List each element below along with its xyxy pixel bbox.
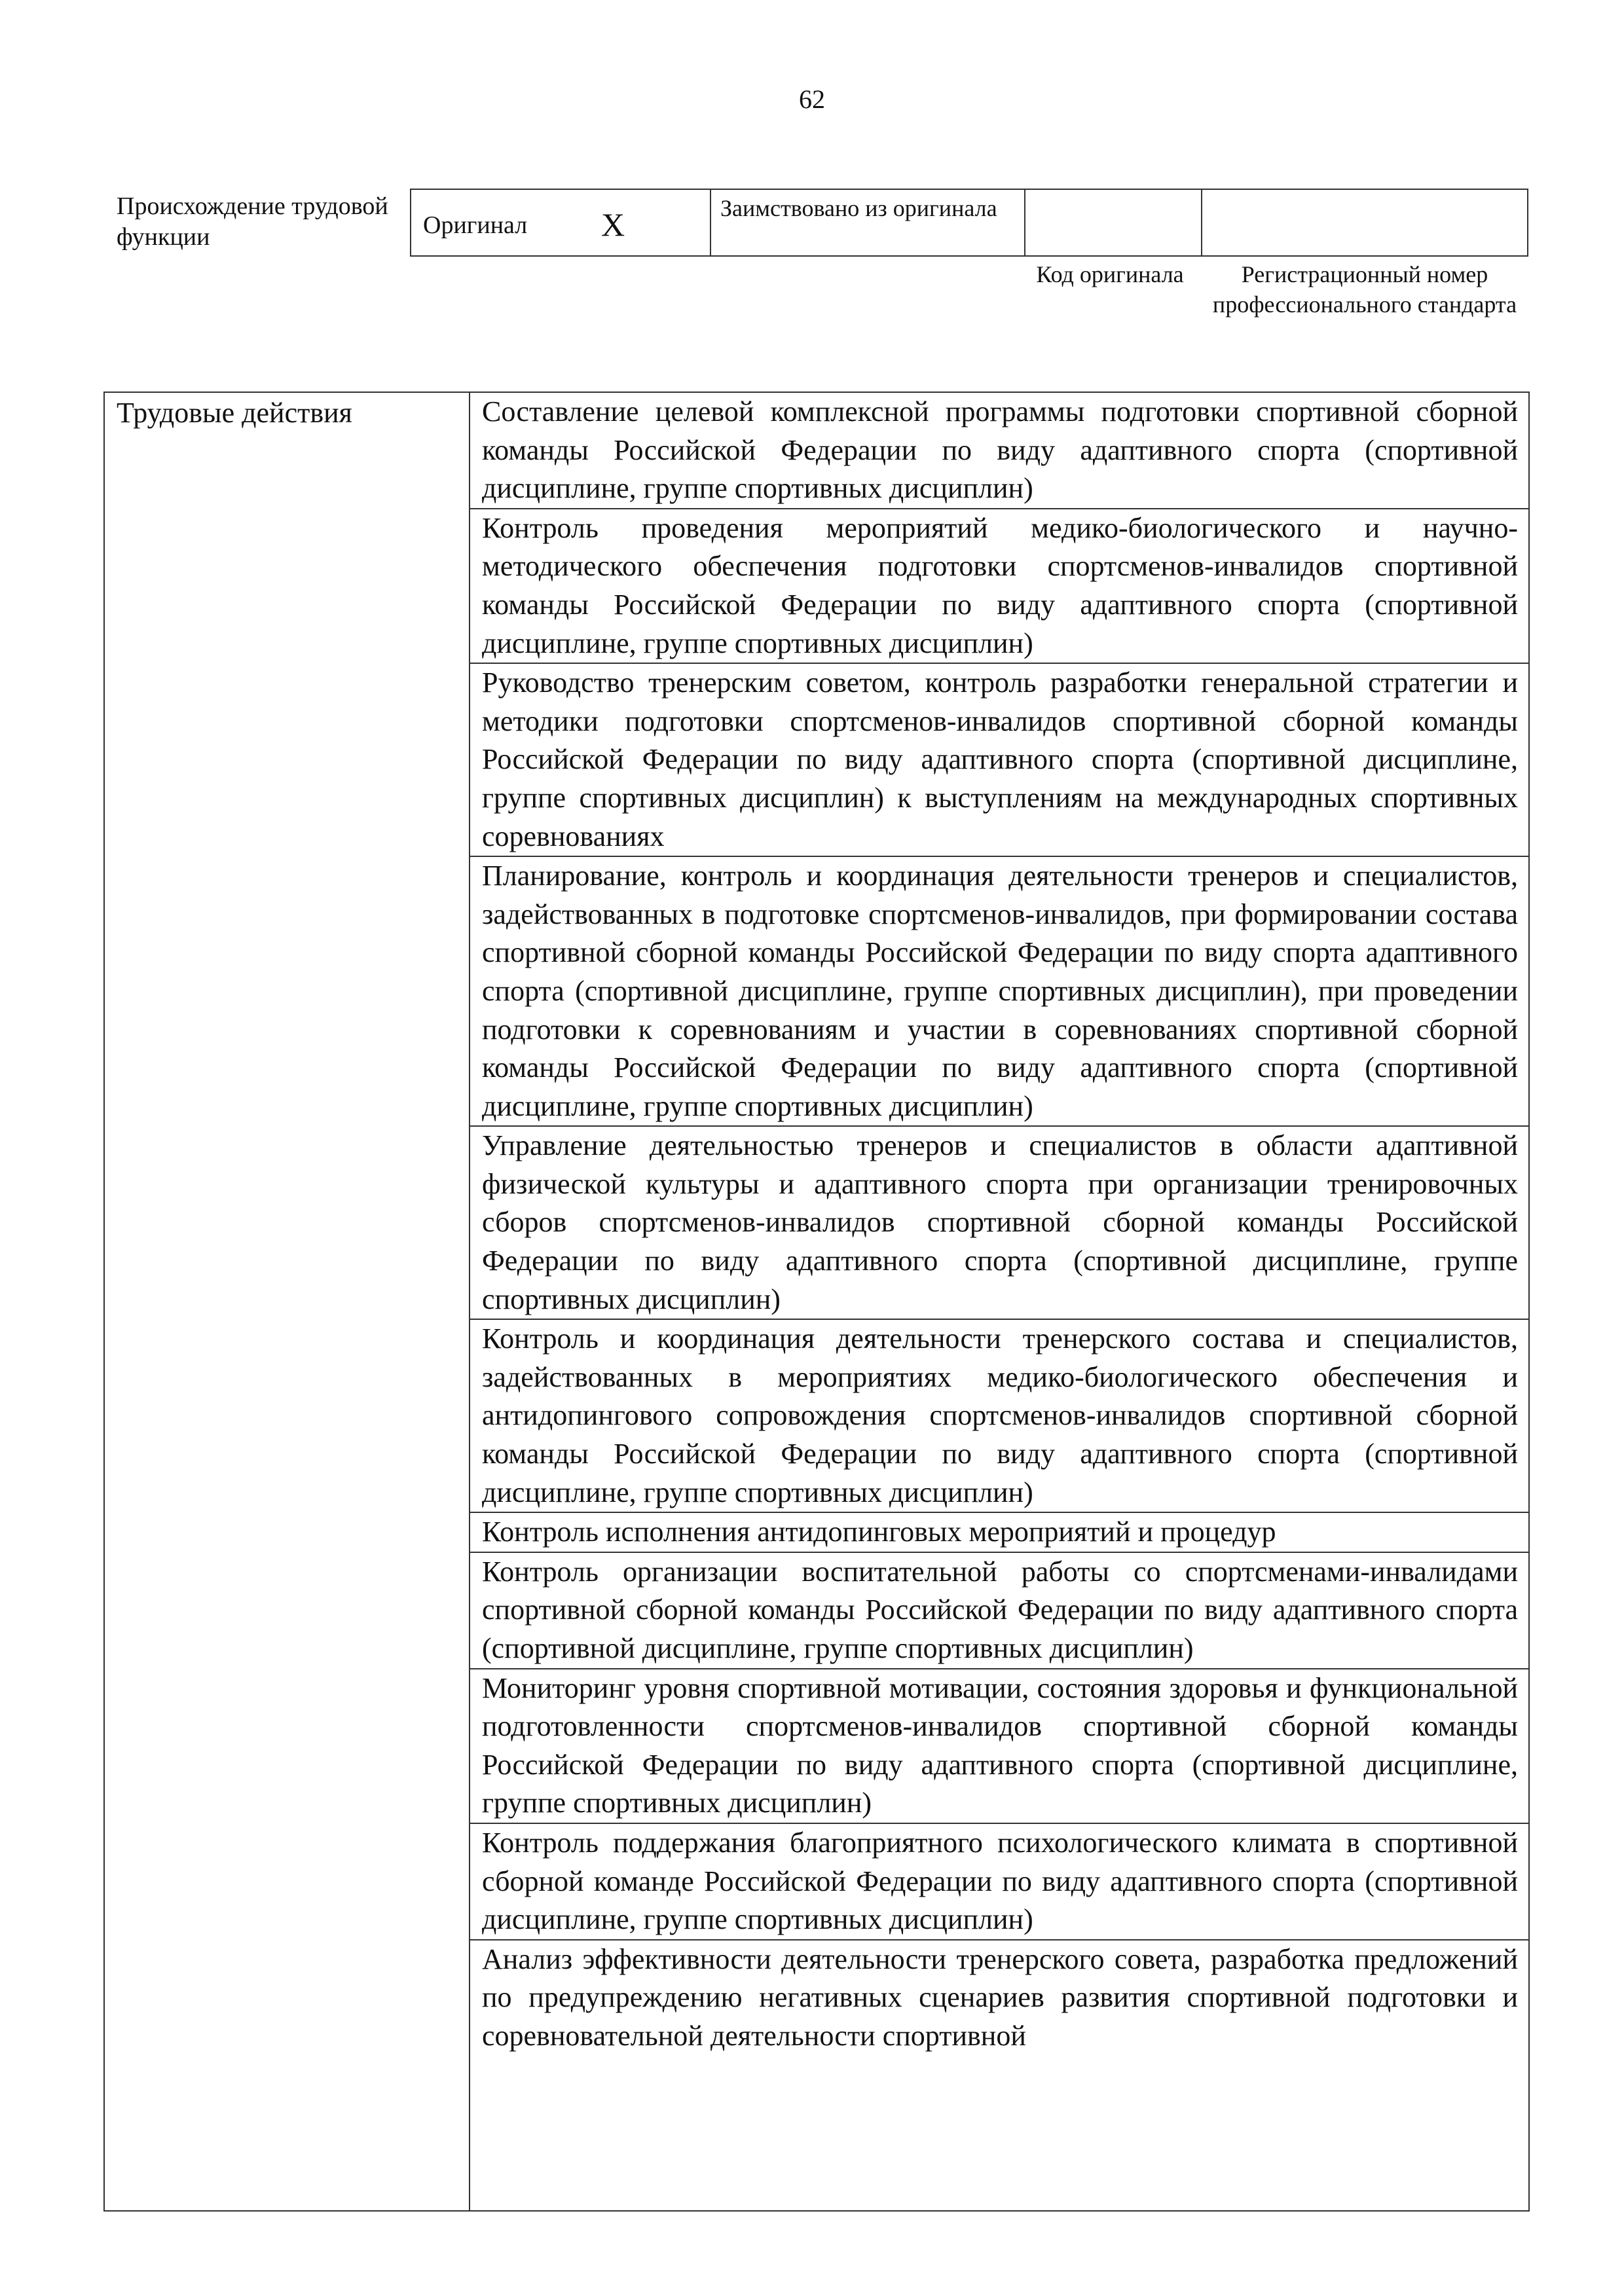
registration-caption: Регистрационный номер профессионального стандарта — [1212, 261, 1517, 318]
borrowed-label: Заимствовано из оригинала — [720, 195, 997, 221]
labor-action-item: Планирование, контроль и координация деятельности тренеров и специалистов, задействованных в подготовке спортсменов-инвалидов, при формировании состава спортивной сборной команды Российской Федерации по виду спорта адаптивного спорта (спортивной дисциплине, группе спортивных дисциплин), при проведении подготовки к соревнованиям и участии в соревнованиях спортивной сборной команды Российской Федерации по виду адаптивного спорта (спортивной дисциплине, группе спортивных дисциплин) — [470, 857, 1528, 1127]
origin-label: Происхождение трудовой функции — [117, 192, 388, 251]
origin-table — [410, 189, 1528, 257]
labor-actions-heading-cell — [105, 393, 470, 2210]
labor-action-item: Контроль и координация деятельности тренерского состава и специалистов, задействованных в мероприятиях медико-биологического обеспечения и антидопингового сопровождения спортсменов-инвалидов спортивной сборной команды Российской Федерации по виду адаптивного спорта (спортивной дисциплине, группе спортивных дисциплин) — [470, 1320, 1528, 1513]
labor-action-item: Анализ эффективности деятельности тренерского совета, разработка предложений по предупреждению негативных сценариев развития спортивной подготовки и соревновательной деятельности спортивной — [482, 1942, 1518, 2052]
original-cell — [411, 190, 711, 255]
borrowed-cell — [711, 190, 1025, 255]
labor-actions-table — [103, 392, 1530, 2212]
labor-action-item: Контроль поддержания благоприятного психологического климата в спортивной сборной команде Российской Федерации по виду адаптивного спорта (спортивной дисциплине, группе спортивных дисциплин) — [470, 1824, 1528, 1941]
registration-number-cell — [1202, 190, 1527, 255]
labor-action-item: Составление целевой комплексной программы подготовки спортивной сборной команды Российской Федерации по виду адаптивного спорта (спортивной дисциплине, группе спортивных дисциплин) — [470, 393, 1528, 509]
labor-actions-list — [470, 393, 1528, 2210]
labor-action-item: Управление деятельностью тренеров и специалистов в области адаптивной физической культуры и адаптивного спорта при организации тренировочных сборов спортсменов-инвалидов спортивной сборной команды Российской Федерации по виду адаптивного спорта (спортивной дисциплине, группе спортивных дисциплин) — [470, 1127, 1528, 1320]
labor-action-item: Руководство тренерским советом, контроль разработки генеральной стратегии и методики подготовки спортсменов-инвалидов спортивной сборной команды Российской Федерации по виду адаптивного спорта (спортивной дисциплине, группе спортивных дисциплин) к выступлениям на международных спортивных соревнованиях — [470, 664, 1528, 857]
original-label: Оригинал — [423, 211, 528, 239]
labor-action-item: Контроль проведения мероприятий медико-биологического и научно-методического обеспечения подготовки спортсменов-инвалидов спортивной команды Российской Федерации по виду адаптивного спорта (спортивной дисциплине, группе спортивных дисциплин) — [470, 509, 1528, 664]
labor-actions-heading: Трудовые действия — [117, 397, 352, 429]
original-code-cell — [1025, 190, 1202, 255]
labor-action-item: Мониторинг уровня спортивной мотивации, состояния здоровья и функциональной подготовленности спортсменов-инвалидов спортивной сборной команды Российской Федерации по виду адаптивного спорта (спортивной дисциплине, группе спортивных дисциплин) — [470, 1669, 1528, 1824]
labor-action-item: Контроль организации воспитательной работы со спортсменами-инвалидами спортивной сборной команды Российской Федерации по виду адаптивного спорта (спортивной дисциплине, группе спортивных дисциплин) — [470, 1553, 1528, 1669]
labor-action-item: Контроль исполнения антидопинговых мероприятий и процедур — [470, 1513, 1528, 1553]
page-number: 62 — [799, 84, 825, 114]
original-mark: X — [601, 206, 625, 243]
code-caption: Код оригинала — [1036, 261, 1184, 287]
